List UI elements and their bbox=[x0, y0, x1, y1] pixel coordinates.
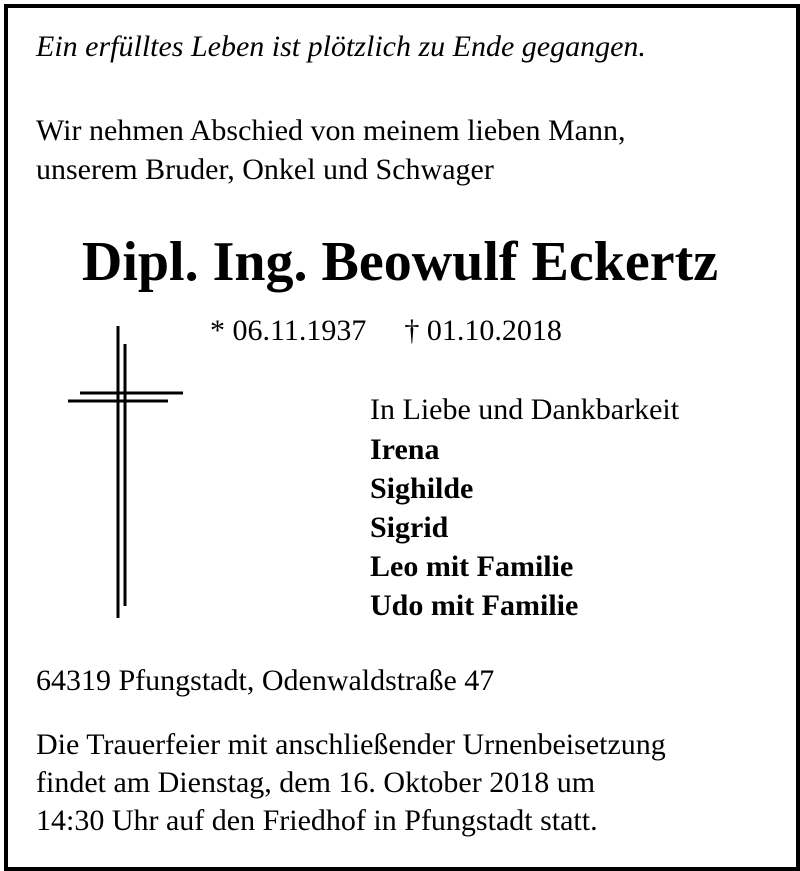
mourner-name: Leo mit Familie bbox=[370, 550, 574, 583]
cross-icon bbox=[66, 326, 186, 622]
mourner-name: Sighilde bbox=[370, 472, 474, 505]
thanks-line: In Liebe und Dankbarkeit bbox=[370, 393, 680, 426]
death-date: † 01.10.2018 bbox=[404, 314, 562, 347]
deceased-name: Dipl. Ing. Beowulf Eckertz bbox=[81, 231, 719, 293]
mourner-name: Sigrid bbox=[370, 511, 449, 544]
life-dates bbox=[210, 314, 562, 348]
funeral-line-2: findet am Dienstag, dem 16. Oktober 2018 um bbox=[36, 766, 596, 799]
birth-date: * 06.11.1937 bbox=[210, 314, 367, 347]
mourners-list bbox=[370, 432, 578, 627]
mourner-name: Irena bbox=[370, 433, 440, 466]
address: 64319 Pfungstadt, Odenwaldstraße 47 bbox=[36, 664, 495, 697]
funeral-line-3: 14:30 Uhr auf den Friedhof in Pfungstadt statt. bbox=[36, 804, 598, 837]
farewell-line-1: Wir nehmen Abschied von meinem lieben Mann, bbox=[36, 114, 626, 147]
mourner-name: Udo mit Familie bbox=[370, 589, 579, 622]
intro-line: Ein erfülltes Leben ist plötzlich zu Ende gegangen. bbox=[36, 30, 646, 63]
funeral-line-1: Die Trauerfeier mit anschließender Urnenbeisetzung bbox=[36, 728, 666, 761]
farewell-line-2: unserem Bruder, Onkel und Schwager bbox=[36, 153, 494, 186]
